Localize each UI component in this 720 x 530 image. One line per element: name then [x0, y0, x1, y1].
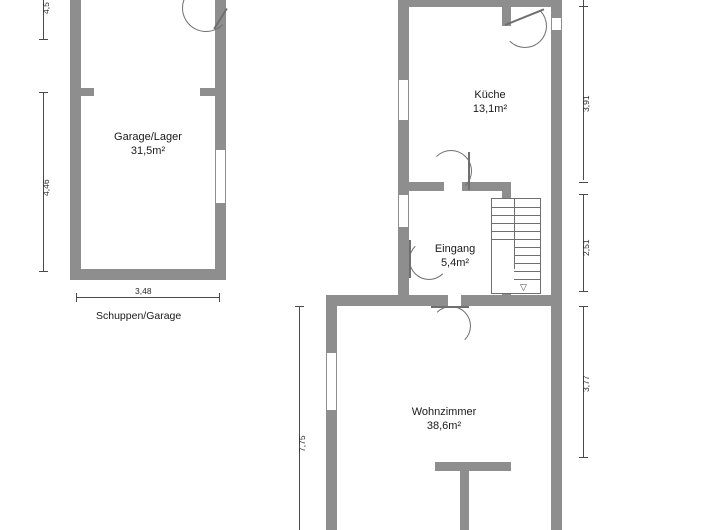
house-wall-left-a	[398, 0, 409, 80]
stair-step	[492, 231, 540, 232]
livingroom-wall-top-left	[326, 295, 418, 306]
dimtick-garage-bottom-left	[76, 293, 77, 302]
dimtext-house-right-mid: 2,51	[581, 239, 591, 256]
stair-step	[514, 255, 540, 256]
garage-wall-stub-right	[200, 88, 226, 96]
stair-step	[514, 279, 540, 280]
room-label-wohnzimmer: Wohnzimmer 38,6m²	[411, 406, 477, 432]
dimtick-house-right-a-bottom	[579, 182, 588, 183]
stair-step	[492, 223, 540, 224]
dimline-garage-bottom	[76, 297, 220, 298]
dimtick-garage-left-top	[39, 92, 48, 93]
livingroom-window-left	[326, 353, 337, 410]
stair-step	[492, 239, 540, 240]
stair-step	[514, 247, 540, 248]
dimtick-house-left-total-top	[295, 306, 304, 307]
house-wall-right-main	[551, 30, 562, 530]
caption-schuppen-garage: Schuppen/Garage	[96, 310, 182, 322]
dimtext-garage-top-left: 4,5	[41, 2, 51, 14]
dimtick-house-right-c-top	[579, 306, 588, 307]
livingroom-wall-left-b	[326, 410, 337, 530]
stair-rail	[514, 199, 515, 269]
room-label-eingang: Eingang 5,4m²	[434, 243, 476, 269]
dimtick-garage-bottom-right	[219, 293, 220, 302]
garage-window-right	[215, 150, 226, 203]
garage-wall-left	[70, 0, 81, 280]
dimtick-house-right-b-bottom	[579, 291, 588, 292]
dimtext-garage-bottom: 3,48	[135, 286, 152, 296]
room-label-kueche: Küche 13,1m²	[472, 89, 508, 115]
livingroom-wall-left-a	[326, 295, 337, 353]
stair-step	[514, 263, 540, 264]
house-window-right-top	[551, 18, 562, 30]
stair-step	[492, 215, 540, 216]
dimline-house-right-kueche	[583, 0, 584, 180]
room-label-garage: Garage/Lager 31,5m²	[114, 131, 182, 157]
dimtext-house-left-total: 7,75	[297, 435, 307, 452]
dimtext-garage-left: 4,46	[41, 179, 51, 196]
stair-step	[492, 207, 540, 208]
dimtick-house-right-b-top	[579, 194, 588, 195]
livingroom-wall-top-right	[461, 295, 562, 306]
livingroom-partition-vertical	[460, 462, 469, 530]
dimtick-house-right-a-top	[579, 6, 588, 7]
garage-wall-bottom	[70, 269, 226, 280]
dimtick-house-right-c-bottom	[579, 457, 588, 458]
stair-step	[514, 271, 540, 272]
kitchen-entrance-door-arc	[430, 150, 472, 192]
dimtext-house-right-kueche: 3,91	[581, 95, 591, 112]
livingroom-partition-bottom	[435, 462, 511, 471]
dimtext-house-right-bottom: 3,77	[581, 375, 591, 392]
garage-wall-stub-left	[70, 88, 94, 96]
stair-direction-icon: ▽	[520, 282, 527, 292]
house-wall-right-a	[551, 0, 562, 18]
livingroom-door-leaf	[431, 306, 469, 308]
house-wall-top	[398, 0, 562, 7]
dimtick-garage-top-left	[39, 39, 48, 40]
livingroom-door-arc	[431, 306, 471, 346]
dimline-house-left-total	[299, 306, 300, 530]
kitchen-window-left	[398, 80, 409, 120]
dimtick-garage-left-bottom	[39, 271, 48, 272]
livingroom-wall-top-mid	[418, 295, 448, 306]
kitchen-entrance-door-leaf	[468, 152, 470, 190]
entrance-window-left	[398, 195, 409, 227]
house-wall-left-c	[398, 227, 409, 295]
